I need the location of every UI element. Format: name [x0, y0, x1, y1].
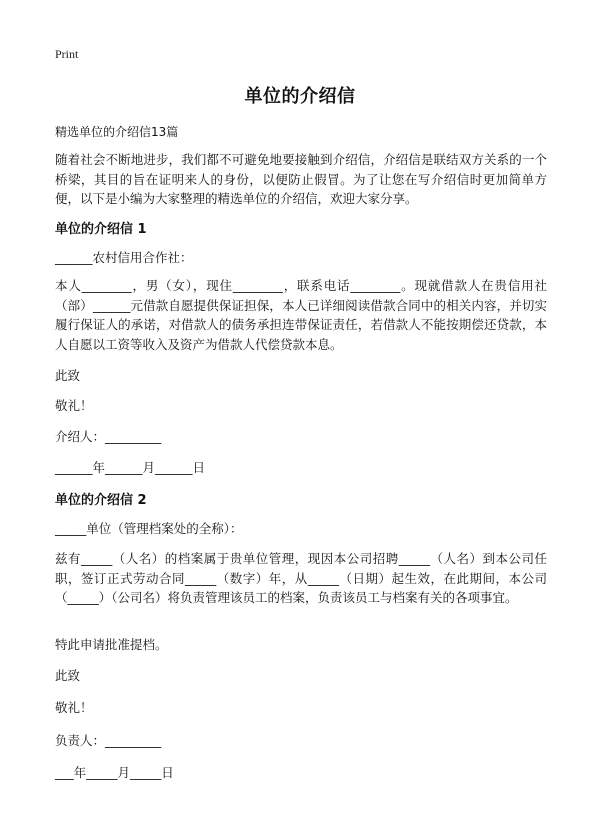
- letter-2-closing-2: 敬礼！: [55, 700, 93, 715]
- document-subtitle: 精选单位的介绍信13篇: [55, 125, 179, 139]
- letter-1-closing-1: 此致: [55, 368, 81, 383]
- letter-2-addressee: _____单位（管理档案处的全称）：: [55, 521, 243, 536]
- letter-1-closing-2: 敬礼！: [55, 398, 93, 413]
- letter-1-date: ______年______月______日: [55, 460, 206, 475]
- letter-1-heading: 单位的介绍信 1: [55, 222, 147, 237]
- letter-2-heading: 单位的介绍信 2: [55, 493, 147, 508]
- letter-2-request: 特此申请批准提档。: [55, 637, 168, 652]
- letter-2-signer: 负责人：_________: [55, 733, 162, 748]
- letter-2-date: ___年_____月_____日: [55, 765, 174, 780]
- letter-1-signer: 介绍人：_________: [55, 429, 162, 444]
- letter-1-addressee: ______农村信用合作社：: [55, 250, 193, 265]
- letter-1-body: 本人________，男（女），现住________，联系电话________。现就借款人在贵信用社（部）______元借款自愿提供保证担保，本人已详细阅读借款合同中的相关内容，并切实履行保证人的承诺，对借款人的债务承担连带保证责任，若借款人不能按期偿还贷款，本人自愿以工资等收入及资产为借款人代偿贷款本息。: [55, 278, 547, 352]
- letter-2-closing-1: 此致: [55, 668, 81, 683]
- letter-2-body: 兹有_____（人名）的档案属于贵单位管理，现因本公司招聘_____（人名）到本公司任职，签订正式劳动合同_____（数字）年，从_____（日期）起生效，在此期间，本公司（_____）（公司名）将负责管理该员工的档案，负责该员工与档案有关的各项事宜。: [55, 551, 547, 605]
- print-label: Print: [55, 47, 79, 61]
- page-title: 单位的介绍信: [244, 86, 356, 107]
- intro-paragraph: 随着社会不断地进步，我们都不可避免地要接触到介绍信，介绍信是联结双方关系的一个桥梁，其目的旨在证明来人的身份，以便防止假冒。为了让您在写介绍信时更加简单方便，以下是小编为大家整理的精选单位的介绍信，欢迎大家分享。: [55, 152, 547, 206]
